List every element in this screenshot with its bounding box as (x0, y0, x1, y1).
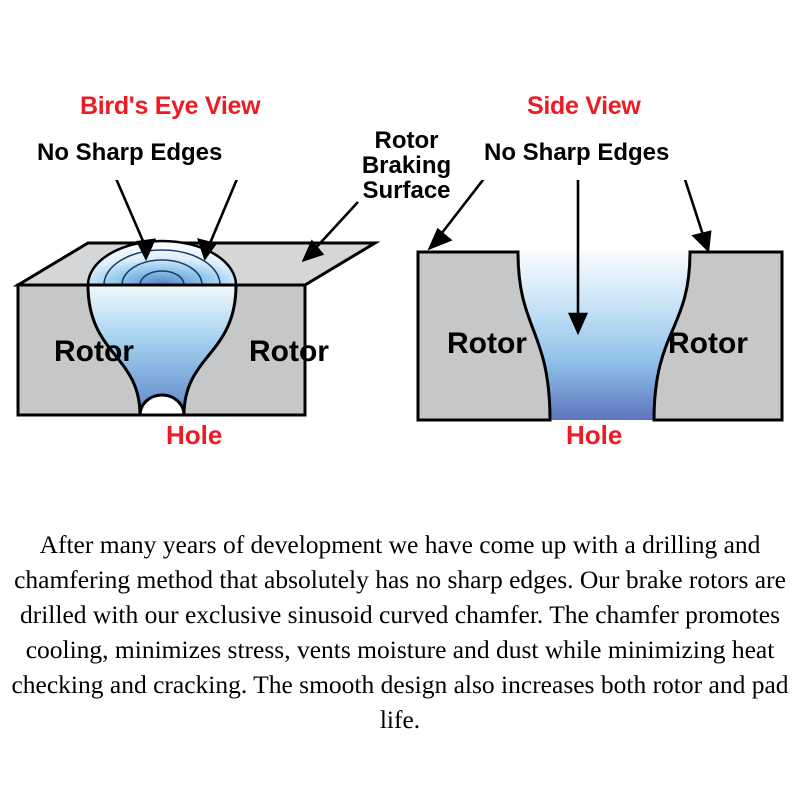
left-no-sharp-edges-label: No Sharp Edges (37, 139, 223, 166)
right-no-sharp-edges-label: No Sharp Edges (484, 139, 670, 166)
side-view-title: Side View (527, 92, 641, 120)
birds-eye-view-title: Bird's Eye View (80, 92, 261, 120)
left-rotor-label-left: Rotor (54, 335, 134, 368)
birds-eye-view-drawing (0, 180, 400, 450)
left-rotor-label-right: Rotor (249, 335, 329, 368)
side-hole-label: Hole (566, 420, 623, 450)
caption-paragraph: After many years of development we have come up with a drilling and chamfering method that absolutely has no sharp edges. Our brake rotors are drilled with our exclusive sinusoid curved chamfer. The chamfer promotes cooling, minimizes stress, vents moisture and dust while minimizing heat checking and cracking. The smooth design also increases both rotor and pad life. (11, 530, 789, 734)
left-hole-label: Hole (166, 420, 223, 450)
rotor-braking-surface-label: Rotor Braking Surface (361, 127, 452, 204)
side-rotor-label-left: Rotor (447, 327, 527, 360)
side-rotor-label-right: Rotor (668, 327, 748, 360)
side-view-drawing (400, 180, 800, 450)
